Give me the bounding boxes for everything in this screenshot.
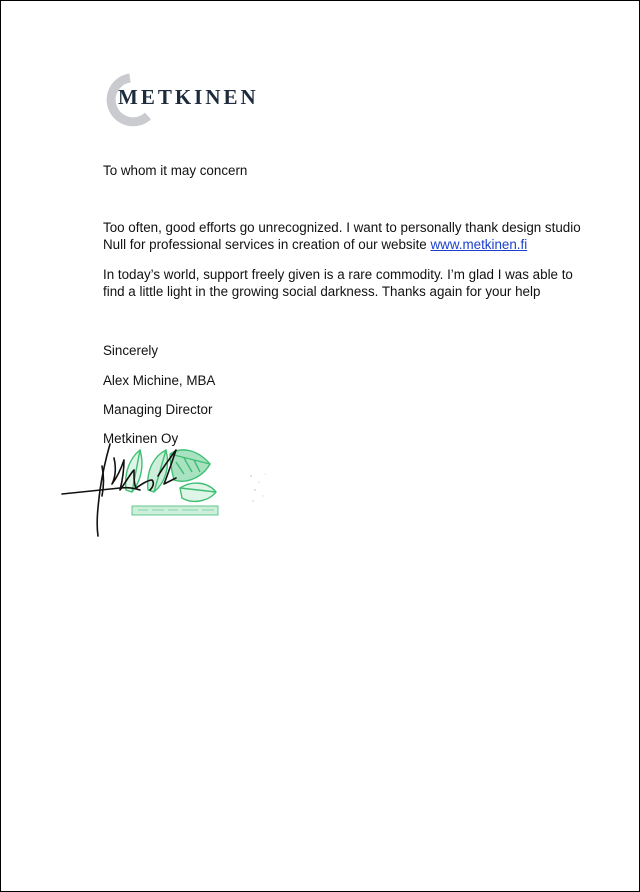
signer-name: Alex Michine, MBA [103, 373, 216, 388]
paragraph-1-line-2 [103, 236, 527, 253]
salutation: To whom it may concern [103, 163, 248, 178]
paragraph-1-line-2-text: Null for professional services in creation of our website [103, 237, 431, 252]
paragraph-2-line-1: In today’s world, support freely given is a rare commodity. I’m glad I was able to [103, 267, 573, 282]
scan-speckle [245, 468, 275, 508]
paragraph-1-line-1: Too often, good efforts go unrecognized. I want to personally thank design studio [103, 220, 581, 235]
handwritten-signature [58, 436, 188, 538]
closing: Sincerely [103, 343, 159, 358]
paragraph-2-line-2: find a little light in the growing social darkness. Thanks again for your help [103, 284, 541, 299]
company-logo [100, 72, 280, 128]
signer-title: Managing Director [103, 402, 213, 417]
company-name: Metkinen Oy [103, 431, 179, 446]
website-link[interactable]: www.metkinen.fi [430, 237, 528, 252]
logo-wordmark: METKINEN [118, 85, 259, 109]
